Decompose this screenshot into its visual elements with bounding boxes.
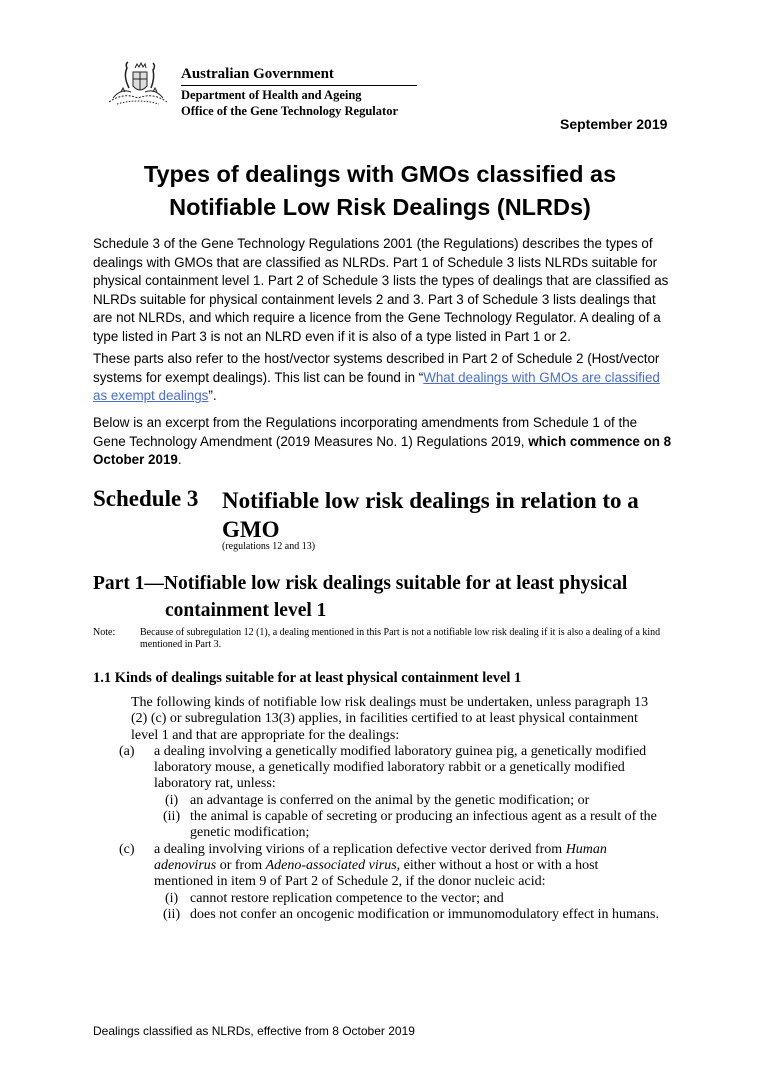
list-subitem (154, 891, 661, 907)
coat-of-arms-logo (103, 58, 173, 108)
list-subitem (154, 793, 661, 809)
part-1-heading (93, 570, 693, 624)
part-1-heading-line-2: containment level 1 (165, 600, 327, 621)
header-divider (181, 85, 417, 86)
intro-paragraph-3 (93, 414, 673, 470)
document-title-line-2: Notifiable Low Risk Dealings (NLRDs) (169, 194, 591, 220)
exempt-dealings-link[interactable]: What dealings with GMOs are classified as exempt dealings (93, 369, 660, 404)
document-title (60, 158, 700, 224)
list-item (119, 743, 661, 793)
item-text (154, 842, 661, 891)
virus-name-adeno-associated-virus: Adeno-associated virus (265, 857, 397, 873)
list-subitem (154, 809, 661, 842)
schedule-number: Schedule 3 (93, 486, 199, 511)
intro-paragraph-1: Schedule 3 of the Gene Technology Regulations 2001 (the Regulations) describes the types of dealings with GMOs that are classified as NLRDs. Part 1 of Schedule 3 lists NLRDs suitable for physical containment level 1. Part 2 of Schedule 3 lists the types of dealings that are classified as NLRDs suitable for physical containment levels 2 and 3. Part 3 of Schedule 3 lists dealings that are not NLRDs, and which require a licence from the Gene Technology Regulator. A dealing of a type listed in Part 3 is not an NLRD even if it is also of a type listed in Part 1 or 2. (93, 236, 669, 344)
item-text-part: , either without a host or with a host mentioned in item 9 of Part 2 of Schedule 2, if the donor nucleic acid: (154, 857, 599, 890)
office-name: Office of the Gene Technology Regulator (181, 104, 398, 118)
subitem-label: (i) (165, 890, 179, 906)
department-name: Department of Health and Ageing (181, 88, 362, 102)
intro-paragraph-3-text: Below is an excerpt from the Regulations incorporating amendments from Schedule 1 of the Gene Technology Amendment (2019 Measures No. 1) Regulations 2019, (93, 415, 638, 449)
subitem-text: an advantage is conferred on the animal by the genetic modification; or (190, 792, 590, 808)
section-lead-text: The following kinds of notifiable low risk dealings must be undertaken, unless paragraph 13 (2) (c) or subregulation 13(3) applies, in facilities certified to at least physical containment level 1 and that are appropriate for the dealings: (131, 695, 649, 743)
document-title-line-1: Types of dealings with GMOs classified as (143, 161, 617, 187)
subitem-label: (ii) (163, 809, 181, 825)
intro-paragraph-2-text: These parts also refer to the host/vector systems described in Part 2 of Schedule 2 (Host/vector systems for exempt dealings). This list can be found in “ (93, 351, 660, 385)
section-1-1-heading: 1.1 Kinds of dealings suitable for at least physical containment level 1 (93, 670, 522, 686)
part-1-heading-line-1: Part 1—Notifiable low risk dealings suitable for at least physical (93, 573, 628, 594)
item-label: (a) (119, 743, 135, 759)
schedule-regulations-ref: (regulations 12 and 13) (222, 541, 316, 552)
commencement-date-text: which commence on 8 October 2019 (93, 433, 672, 468)
subitem-text: does not confer an oncogenic modification or immunomodulatory effect in humans. (190, 906, 660, 922)
note-text: Because of subregulation 12 (1), a dealing mentioned in this Part is not a notifiable low risk dealing if it is also a dealing of a kind mentioned in Part 3. (140, 627, 661, 650)
schedule-title: Notifiable low risk dealings in relation to a GMO (222, 488, 639, 542)
item-text-part: or from (216, 857, 266, 873)
virus-name-human-adenovirus: Human adenovirus (154, 841, 607, 873)
subitem-label: (ii) (163, 906, 181, 922)
list-subitem (154, 907, 661, 923)
subitem-text: cannot restore replication competence to the vector; and (190, 890, 504, 906)
intro-paragraph-3-end: . (177, 452, 182, 468)
subitem-label: (i) (165, 792, 179, 808)
government-name: Australian Government (181, 66, 334, 82)
subitem-text: the animal is capable of secreting or producing an infectious agent as a result of the genetic modification; (190, 809, 657, 841)
item-text-part: a dealing involving virions of a replication defective vector derived from (154, 841, 566, 857)
page-footer: Dealings classified as NLRDs, effective from 8 October 2019 (93, 1024, 415, 1038)
item-label: (c) (119, 841, 135, 857)
item-text: a dealing involving a genetically modified laboratory guinea pig, a genetically modified laboratory mouse, a genetically modified laboratory rabbit or a genetically modified laboratory rat, unless: (154, 743, 647, 792)
list-item (119, 841, 661, 891)
intro-paragraph-2-end: ”. (208, 388, 217, 404)
document-date: September 2019 (560, 116, 668, 132)
note-label: Note: (93, 627, 116, 638)
intro-paragraph-2 (93, 350, 673, 406)
section-1-1-body (119, 695, 661, 923)
